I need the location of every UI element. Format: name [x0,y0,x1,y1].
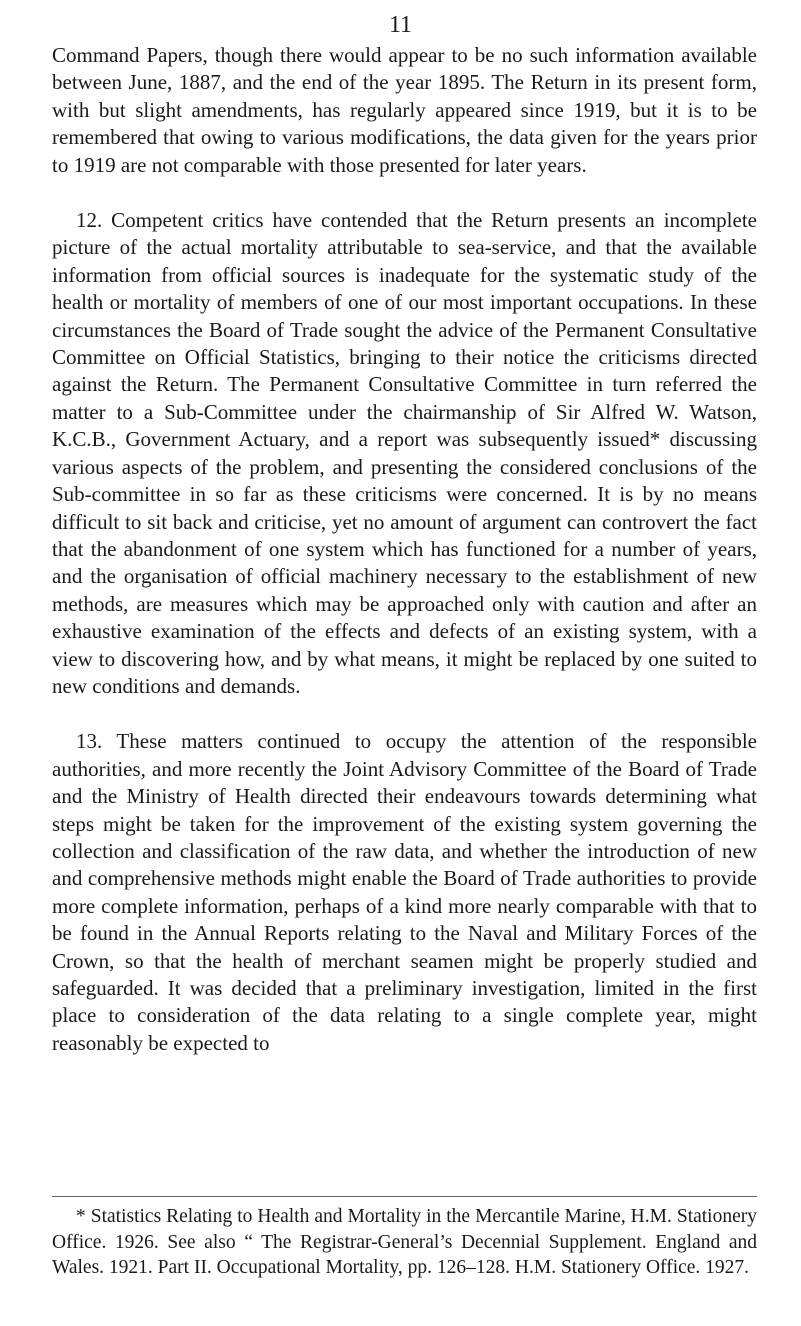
paragraph-13: 13. These matters continued to occupy the attention of the responsible authorities, and more recently the Joint Advisory Committee of the Board of Trade and the Ministry of Health directed their endeavours towards determining what steps might be taken for the improvement of the existing system governing the collection and classification of the raw data, and whether the introduction of new and comprehensive methods might enable the Board of Trade authorities to provide more complete information, perhaps of a kind more nearly comparable with that to be found in the Annual Reports relating to the Naval and Military Forces of the Crown, so that the health of merchant seamen might be properly studied and safeguarded. It was decided that a preliminary investigation, limited in the first place to consideration of the data relating to a single complete year, might reasonably be expected to [52,729,757,1055]
footnote: * Statistics Relating to Health and Mortality in the Mercantile Marine, H.M. Stationery Office. 1926. See also “ The Registrar-General’s Decennial Supplement. England and Wales. 1921. Part II. Occupational Mortality, pp. 126–128. H.M. Stationery Office. 1927. [52,1206,757,1278]
footnote-divider [52,1196,757,1197]
page-number: 11 [388,12,413,38]
body-text [52,42,757,1085]
paragraph-12: 12. Competent critics have contended that the Return presents an incomplete picture of the actual mortality attributable to sea-service, and that the available information from official sources is inadequate for the systematic study of the health or mortality of members of one of our most important occupations. In these circumstances the Board of Trade sought the advice of the Permanent Consultative Committee on Official Statistics, bringing to their notice the criticisms directed against the Return. The Permanent Consultative Committee in turn referred the matter to a Sub-Committee under the chairmanship of Sir Alfred W. Watson, K.C.B., Government Actuary, and a report was subsequently issued* discussing various aspects of the problem, and presenting the considered conclusions of the Sub-committee in so far as these criticisms were concerned. It is by no means difficult to sit back and criticise, yet no amount of argument can controvert the fact that the abandonment of one system which has functioned for a number of years, and the organisation of official machinery necessary to the establishment of new methods, are measures which may be approached only with caution and after an exhaustive examination of the effects and defects of an existing system, with a view to discovering how, and by what means, it might be replaced by one suited to new conditions and demands. [52,208,757,698]
paragraph-continuation: Command Papers, though there would appear to be no such information available between June, 1887, and the end of the year 1895. The Return in its present form, with but slight amendments, has regularly appeared since 1919, but it is to be remembered that owing to various modifications, the data given for the years prior to 1919 are not comparable with those presented for later years. [52,43,757,177]
